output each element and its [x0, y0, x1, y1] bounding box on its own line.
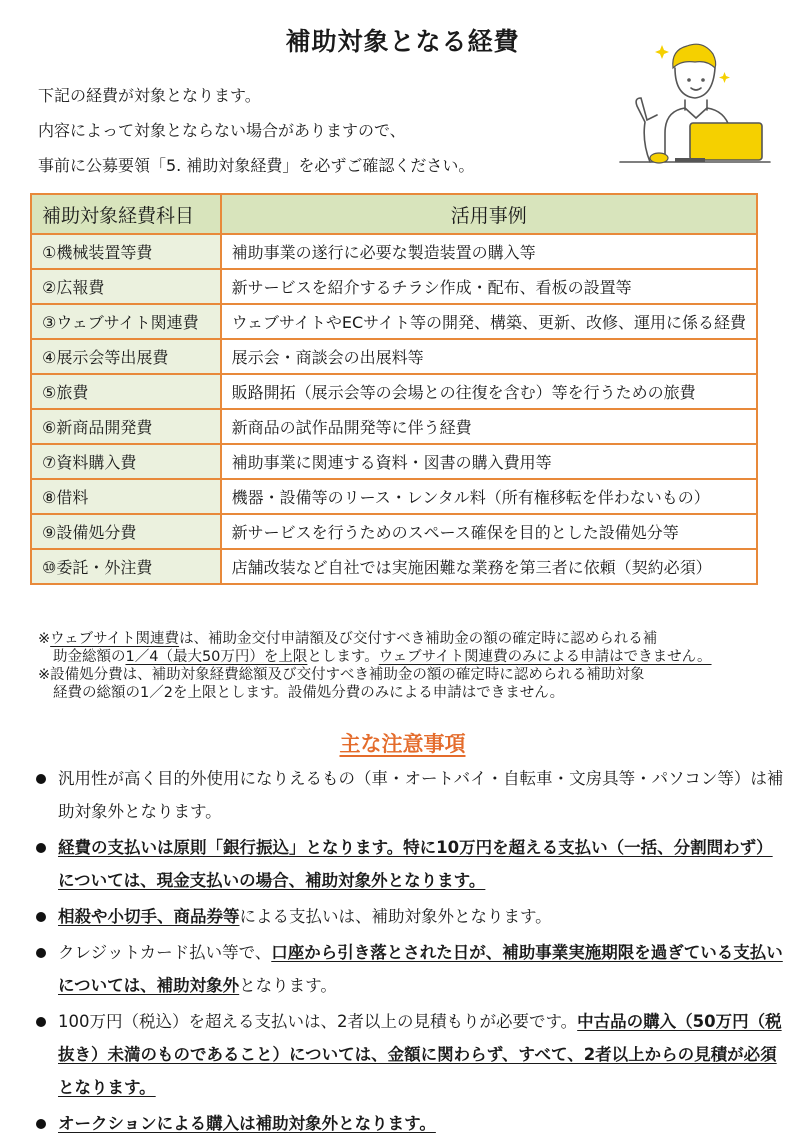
expense-category-cell: ③ウェブサイト関連費: [31, 304, 221, 339]
intro-line: 下記の経費が対象となります。: [38, 86, 261, 105]
caution-item: [36, 1005, 784, 1104]
intro-line: 内容によって対象とならない場合がありますので、: [38, 121, 406, 140]
text-segment: クレジットカード払い等で、: [58, 943, 272, 962]
underlined-text: 口座から引き落とされた日が、補助事業実施期限を過ぎている支払いについては、補助対象外: [58, 943, 783, 995]
column-header-category: 補助対象経費科目: [31, 194, 221, 234]
caution-item: [36, 831, 784, 897]
text-segment: による支払いは、補助対象外となります。: [239, 907, 552, 926]
bullet-icon: [36, 948, 46, 958]
text-segment: 助金総額の: [53, 649, 126, 665]
expense-category-cell: ⑨設備処分費: [31, 514, 221, 549]
man-with-laptop-illustration: [615, 38, 775, 168]
table-row: [31, 234, 757, 269]
text-segment: ※設備処分費は、補助対象経費総額及び交付すべき補助金の額の確定時に認められる補助対象: [38, 667, 645, 683]
bullet-icon: [36, 912, 46, 922]
underlined-text: 相殺や小切手、商品券等: [58, 907, 240, 926]
cautions-heading: [0, 728, 805, 758]
expense-category-cell: ①機械装置等費: [31, 234, 221, 269]
usage-example-cell: 店舗改装など自社では実施困難な業務を第三者に依頼（契約必須）: [221, 549, 757, 584]
usage-example-cell: 新サービスを紹介するチラシ作成・配布、看板の設置等: [221, 269, 757, 304]
table-row: [31, 479, 757, 514]
text-segment: となります。: [239, 976, 337, 995]
bullet-icon: [36, 1017, 46, 1027]
intro-text: [38, 78, 474, 183]
expense-category-cell: ⑩委託・外注費: [31, 549, 221, 584]
expense-category-cell: ④展示会等出展費: [31, 339, 221, 374]
expense-category-cell: ⑤旅費: [31, 374, 221, 409]
table-header-row: [31, 194, 757, 234]
underlined-text: ウェブサイト関連費のみによる申請はできません。: [378, 649, 712, 665]
expense-category-cell: ⑧借料: [31, 479, 221, 514]
bullet-icon: [36, 774, 46, 784]
usage-example-cell: ウェブサイトやECサイト等の開発、構築、更新、改修、運用に係る経費: [221, 304, 757, 339]
table-row: [31, 444, 757, 479]
page-title: 補助対象となる経費: [285, 27, 520, 56]
underlined-text: 1／4（最大50万円）を上限: [125, 649, 308, 665]
usage-example-cell: 機器・設備等のリース・レンタル料（所有権移転を伴わないもの）: [221, 479, 757, 514]
usage-example-cell: 新商品の試作品開発等に伴う経費: [221, 409, 757, 444]
expense-category-cell: ⑦資料購入費: [31, 444, 221, 479]
expense-table: [30, 193, 758, 585]
bullet-icon: [36, 843, 46, 853]
underlined-text: ウェブサイト関連費: [50, 631, 180, 647]
caution-item: [36, 900, 784, 933]
bullet-icon: [36, 1119, 46, 1129]
footnote: [38, 666, 778, 702]
table-row: [31, 374, 757, 409]
caution-item: [36, 1107, 784, 1140]
usage-example-cell: 新サービスを行うためのスペース確保を目的とした設備処分等: [221, 514, 757, 549]
table-row: [31, 269, 757, 304]
table-row: [31, 409, 757, 444]
expense-category-cell: ⑥新商品開発費: [31, 409, 221, 444]
footnotes: [38, 630, 778, 702]
table-row: [31, 514, 757, 549]
table-row: [31, 304, 757, 339]
usage-example-cell: 補助事業に関連する資料・図書の購入費用等: [221, 444, 757, 479]
text-segment: 汎用性が高く目的外使用になりえるもの（車・オートバイ・自転車・文房具等・パソコン等）は補助対象外となります。: [58, 769, 784, 821]
text-segment: は、補助金交付申請額及び交付すべき補助金の額の確定時に認められる補: [179, 631, 658, 647]
expense-category-cell: ②広報費: [31, 269, 221, 304]
caution-item: [36, 762, 784, 828]
table-row: [31, 339, 757, 374]
table-row: [31, 549, 757, 584]
text-segment: ※: [38, 631, 51, 647]
underlined-text: 経費の支払いは原則「銀行振込」となります。特に10万円を超える支払い（一括、分割問わず）については、現金支払いの場合、補助対象外となります。: [58, 838, 773, 890]
column-header-examples: 活用事例: [221, 194, 757, 234]
underlined-text: 中古品の購入（50万円（税抜き）未満のものであること）については、金額に関わらず、すべて、2者以上からの見積が必須となります。: [58, 1012, 782, 1097]
intro-line: 事前に公募要領「5. 補助対象経費」を必ずご確認ください。: [38, 156, 475, 175]
cautions-heading-text: 主な注意事項: [339, 732, 466, 756]
footnote: [38, 630, 778, 666]
usage-example-cell: 展示会・商談会の出展料等: [221, 339, 757, 374]
underlined-text: オークションによる購入は補助対象外となります。: [58, 1114, 436, 1133]
text-segment: とします。: [307, 649, 379, 665]
text-segment: 100万円（税込）を超える支払いは、2者以上の見積もりが必要です。: [58, 1012, 578, 1031]
usage-example-cell: 販路開拓（展示会等の会場との往復を含む）等を行うための旅費: [221, 374, 757, 409]
caution-item: [36, 936, 784, 1002]
text-segment: 経費の総額の1／2を上限とします。設備処分費のみによる申請はできません。: [53, 685, 565, 701]
cautions-list: [36, 762, 784, 1143]
usage-example-cell: 補助事業の遂行に必要な製造装置の購入等: [221, 234, 757, 269]
